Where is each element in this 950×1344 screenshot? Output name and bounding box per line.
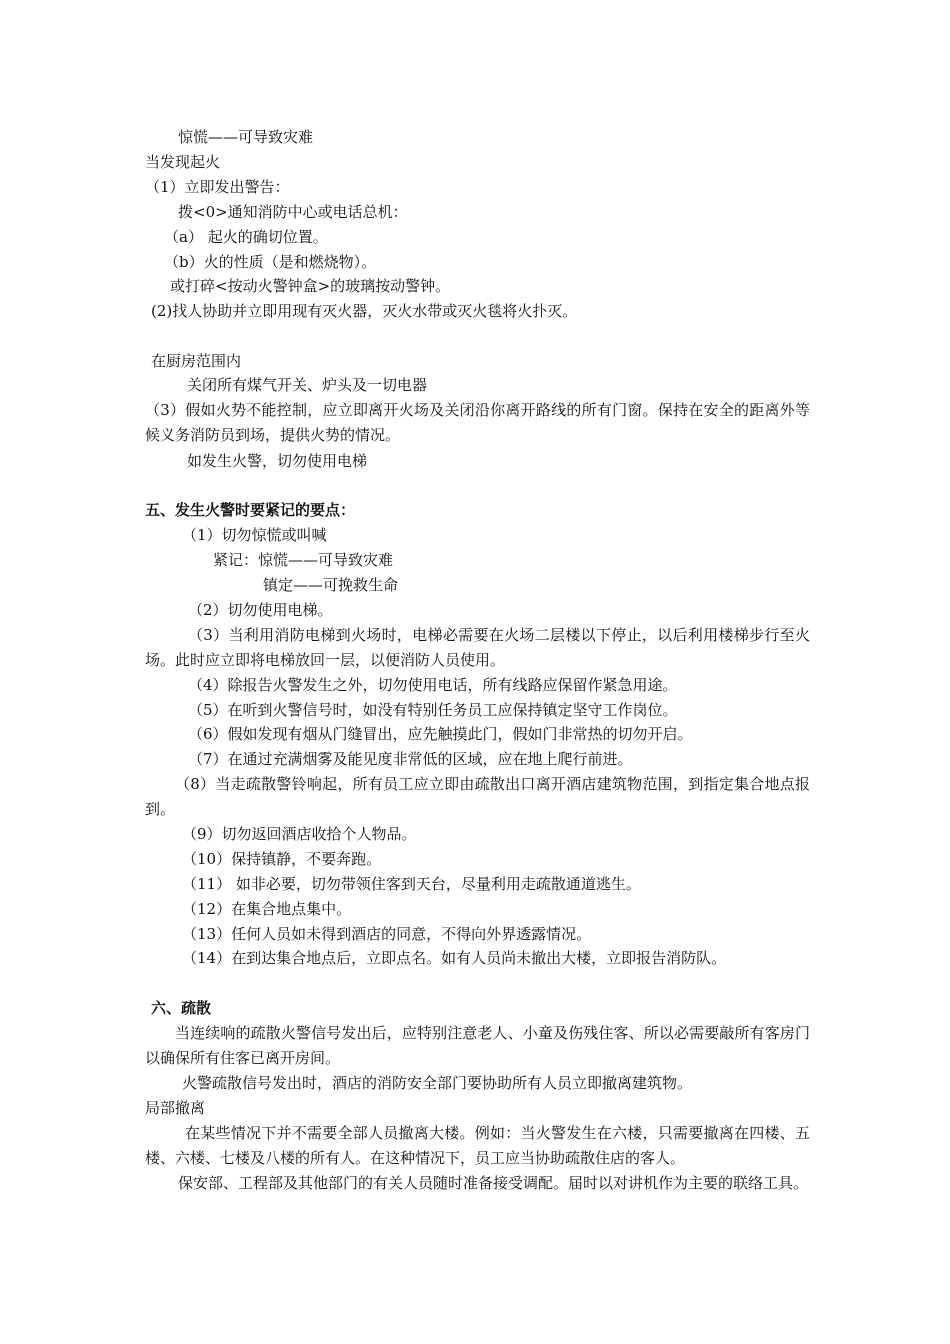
section-heading: 六、疏散 [151,999,212,1017]
list-item: （7）在通过充满烟雾及能见度非常低的区域，应在地上爬行前进。 [188,750,633,768]
paragraph: 保安部、工程部及其他部门的有关人员随时准备接受调配。届时以对讲机作为主要的联络工具。 [178,1174,809,1192]
paragraph: 当连续响的疏散火警信号发出后，应特别注意老人、小童及伤残住客、所以必需要敲所有客房门以确保所有住客已离开房间。 [145,1024,810,1067]
text-line: 紧记：惊慌——可导致灾难 [213,551,394,569]
section-label: 局部撤离 [145,1099,206,1117]
text-line: 镇定——可挽救生命 [263,576,399,594]
text-line: （b）火的性质（是和燃烧物）。 [164,253,377,271]
text-line: 火警疏散信号发出时，酒店的消防安全部门要协助所有人员立即撤离建筑物。 [182,1074,693,1092]
list-item: （13）任何人员如未得到酒店的同意，不得向外界透露情况。 [182,925,592,943]
text-line: 如发生火警，切勿使用电梯 [187,452,368,470]
list-item: （2）切勿使用电梯。 [188,601,333,619]
text-line: 当发现起火 [145,153,221,171]
text-line: （1）立即发出警告： [145,178,290,196]
text-line: （a） 起火的确切位置。 [164,228,328,246]
text-line: (2)找人协助并立即用现有灭火器，灭火水带或灭火毯将火扑灭。 [151,302,578,320]
list-item: （12）在集合地点集中。 [182,900,352,918]
text-line: 或打碎<按动火警钟盒>的玻璃按动警钟。 [170,277,451,295]
list-item: （4）除报告火警发生之外，切勿使用电话，所有线路应保留作紧急用途。 [188,676,678,694]
text-line: 关闭所有煤气开关、炉头及一切电器 [187,376,428,394]
text-line: 惊慌——可导致灾难 [178,128,314,146]
paragraph: 在某些情况下并不需要全部人员撤离大楼。例如：当火警发生在六楼，只需要撤离在四楼、五楼、六楼、七楼及八楼的所有人。在这种情况下，员工应当协助疏散住店的客人。 [145,1124,810,1167]
list-item: （14）在到达集合地点后，立即点名。如有人员尚未撤出大楼，立即报告消防队。 [182,949,727,967]
list-item: （9）切勿返回酒店收拾个人物品。 [182,825,417,843]
list-item: （8）当走疏散警铃响起，所有员工应立即由疏散出口离开酒店建筑物范围，到指定集合地点报到。 [145,775,810,818]
section-heading: 五、发生火警时要紧记的要点： [145,501,356,519]
list-item: （3）当利用消防电梯到火场时，电梯必需要在火场二层楼以下停止，以后利用楼梯步行至火场。此时应立即将电梯放回一层，以便消防人员使用。 [145,626,810,669]
list-item: （10）保持镇静，不要奔跑。 [182,850,382,868]
text-line: 拨<0>通知消防中心或电话总机： [178,203,408,221]
section-label: 在厨房范围内 [151,352,242,370]
list-item: （1）切勿惊慌或叫喊 [182,526,327,544]
list-item: （6）假如发现有烟从门缝冒出，应先触摸此门，假如门非常热的切勿开启。 [188,725,693,743]
list-item: （5）在听到火警信号时，如没有特别任务员工应保持镇定坚守工作岗位。 [188,701,678,719]
list-item: （11） 如非必要，切勿带领住客到天台，尽量利用走疏散通道逃生。 [182,875,641,893]
paragraph: （3）假如火势不能控制，应立即离开火场及关闭沿你离开路线的所有门窗。保持在安全的距离外等候义务消防员到场，提供火势的情况。 [145,401,810,444]
